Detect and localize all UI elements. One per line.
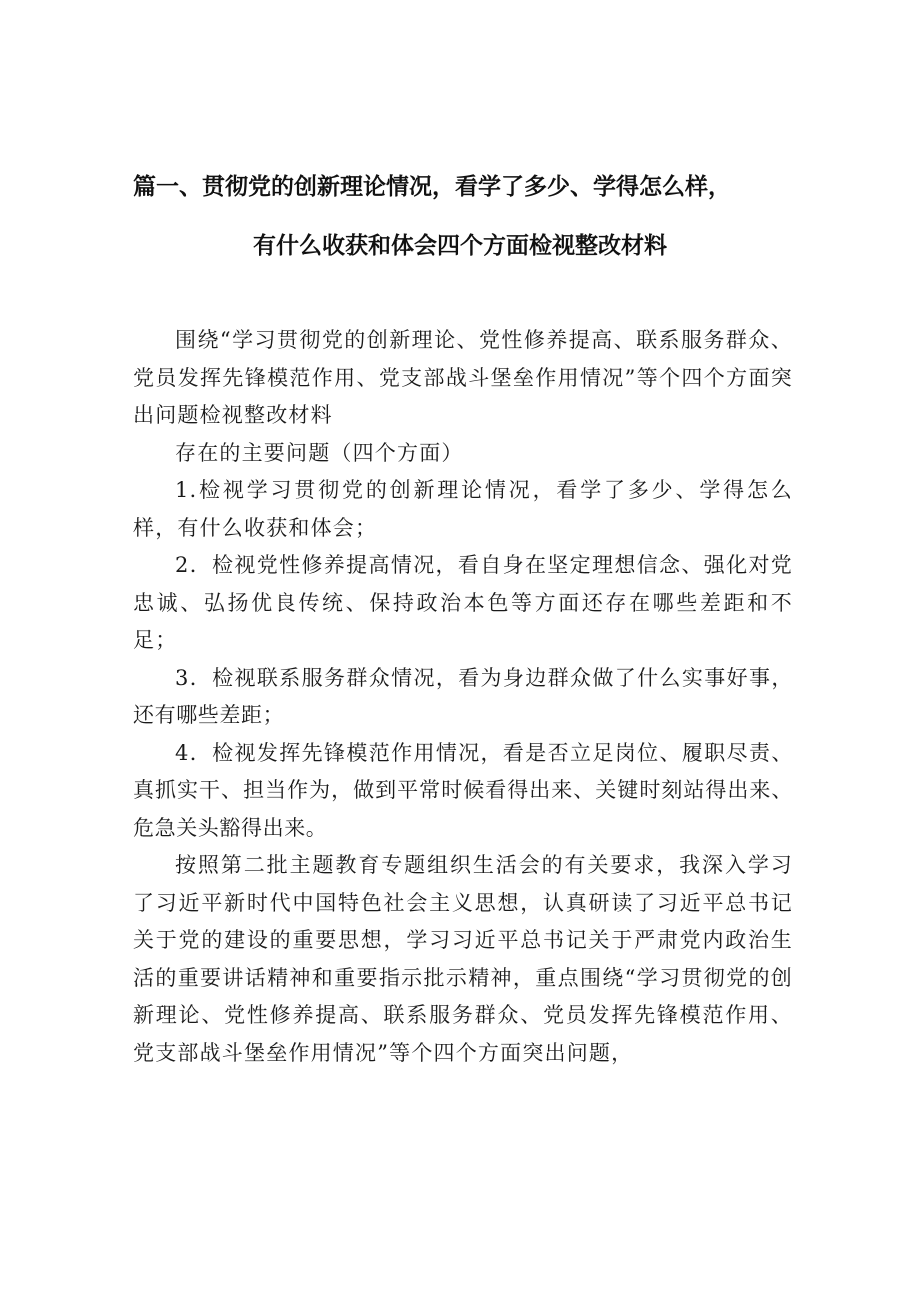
document-body: [133, 322, 793, 1072]
paragraph-item-1: 1.检视学习贯彻党的创新理论情况，看学了多少、学得怎么样，有什么收获和体会；: [133, 478, 793, 540]
document-title-line-1: 篇一、贯彻党的创新理论情况，看学了多少、学得怎么样，: [133, 174, 731, 200]
document-title-line-2: 有什么收获和体会四个方面检视整改材料: [253, 233, 667, 259]
paragraph-intro: 围绕“学习贯彻党的创新理论、党性修养提高、联系服务群众、党员发挥先锋模范作用、党支部战斗堡垒作用情况”等个四个方面突出问题检视整改材料: [133, 328, 793, 427]
paragraph-item-4: 4．检视发挥先锋模范作用情况，看是否立足岗位、履职尽责、真抓实干、担当作为，做到平常时候看得出来、关键时刻站得出来、危急关头豁得出来。: [133, 740, 793, 840]
paragraph-main-problems-heading: 存在的主要问题（四个方面）: [175, 440, 464, 465]
paragraph-study-summary: 按照第二批主题教育专题组织生活会的有关要求，我深入学习了习近平新时代中国特色社会主义思想，认真研读了习近平总书记关于党的建设的重要思想，学习习近平总书记关于严肃党内政治生活的重要讲话精神和重要指示批示精神，重点围绕“学习贯彻党的创新理论、党性修养提高、联系服务群众、党员发挥先锋模范作用、党支部战斗堡垒作用情况”等个四个方面突出问题，: [133, 853, 793, 1065]
paragraph-item-2: 2．检视党性修养提高情况，看自身在坚定理想信念、强化对党忠诚、弘扬优良传统、保持政治本色等方面还存在哪些差距和不足；: [133, 553, 793, 652]
paragraph-item-3: 3．检视联系服务群众情况，看为身边群众做了什么实事好事，还有哪些差距；: [133, 665, 793, 727]
